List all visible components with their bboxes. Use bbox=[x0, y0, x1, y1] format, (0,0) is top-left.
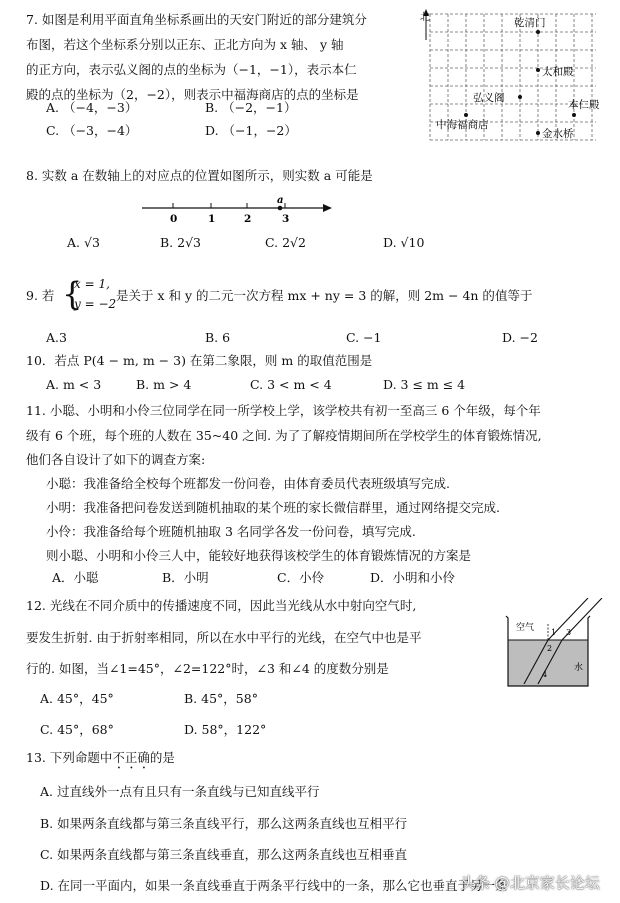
q10-option-b: B. m > 4 bbox=[136, 377, 192, 392]
q11-line-3: 他们各自设计了如下的调查方案: bbox=[26, 452, 206, 467]
angle-3-label: 3 bbox=[566, 628, 572, 637]
q8-option-a: A. √3 bbox=[67, 235, 100, 250]
q12-line-2: 要发生折射. 由于折射率相同，所以在水中平行的光线，在空气中也是平 bbox=[26, 630, 422, 645]
q13-title bbox=[26, 748, 175, 772]
q11-option-b: B．小明 bbox=[162, 570, 209, 585]
q11-option-c: C．小伶 bbox=[277, 570, 325, 585]
q13-option-a: A. 过直线外一点有且只有一条直线与已知直线平行 bbox=[40, 784, 320, 799]
q9-option-b: B. 6 bbox=[205, 330, 231, 345]
q9-option-c: C. −1 bbox=[346, 330, 382, 345]
q12-refraction-figure bbox=[502, 598, 614, 690]
angle-4-label: 4 bbox=[542, 670, 548, 679]
map-label-benrendian: 本仁殿 bbox=[568, 99, 600, 111]
q8-option-d: D. √10 bbox=[383, 235, 425, 250]
q7-option-d: D. （−1，−2） bbox=[205, 123, 297, 138]
q7-option-b: B. （−2，−1） bbox=[205, 100, 297, 115]
point-a-label: a bbox=[277, 196, 284, 206]
q11-plan-xiaocong: 小聪：我准备给全校每个班都发一份问卷，由体育委员代表班级填写完成. bbox=[46, 476, 450, 491]
q7-line-1: 7. 如图是利用平面直角坐标系画出的天安门附近的部分建筑分 bbox=[26, 12, 367, 27]
map-north-label: 北 bbox=[420, 12, 430, 23]
q7-map-figure bbox=[418, 4, 618, 150]
q13-title-start: 13. 下列命题中 bbox=[26, 750, 113, 765]
q11-line-2: 级有 6 个班，每个班的人数在 35~40 之间. 为了了解疫情期间所在学校学生的体育锻炼情况, bbox=[26, 428, 542, 443]
q11-line-1: 11. 小聪、小明和小伶三位同学在同一所学校上学，该学校共有初一至高三 6 个年级，每个年 bbox=[26, 403, 541, 418]
q13-option-b: B. 如果两条直线都与第三条直线平行，那么这两条直线也互相平行 bbox=[40, 816, 408, 831]
map-label-jinshuiqiao: 金水桥 bbox=[542, 128, 574, 140]
q11-option-a: A．小聪 bbox=[52, 570, 99, 585]
q9-brace: { bbox=[62, 275, 83, 313]
q13-option-d: D. 在同一平面内，如果一条直线垂直于两条平行线中的一条，那么它也垂直于另一条 bbox=[40, 878, 508, 893]
q9-option-d: D. −2 bbox=[502, 330, 538, 345]
q9-suffix: 是关于 x 和 y 的二元一次方程 mx + ny = 3 的解，则 2m − 4n 的值等于 bbox=[116, 288, 533, 303]
q10-question-text: 10．若点 P(4 − m, m − 3) 在第二象限，则 m 的取值范围是 bbox=[26, 353, 373, 368]
q10-option-c: C. 3 < m < 4 bbox=[250, 377, 332, 392]
axis-tick-1: 1 bbox=[208, 213, 216, 225]
q11-plan-xiaoling: 小伶：我准备给每个班随机抽取 3 名同学各发一份问卷，填写完成. bbox=[46, 524, 416, 539]
watermark: 头条 @北京家长论坛 bbox=[460, 874, 600, 892]
q12-line-3: 行的. 如图，当∠1=45°，∠2=122°时，∠3 和∠4 的度数分别是 bbox=[26, 661, 389, 676]
axis-tick-2: 2 bbox=[244, 213, 252, 225]
q8-question-text: 8. 实数 a 在数轴上的对应点的位置如图所示，则实数 a 可能是 bbox=[26, 168, 373, 183]
q12-option-c: C. 45°，68° bbox=[40, 722, 114, 737]
map-label-zhonghaifu: 中海福商店 bbox=[436, 119, 489, 131]
axis-tick-3: 3 bbox=[282, 213, 290, 225]
q11-option-d: D．小明和小伶 bbox=[370, 570, 456, 585]
q7-line-4: 殿的点的坐标为（2，−2），则表示中福海商店的点的坐标是 bbox=[26, 87, 359, 102]
air-label: 空气 bbox=[516, 623, 535, 633]
q8-option-c: C. 2√2 bbox=[265, 235, 306, 250]
q13-title-end: 的是 bbox=[149, 750, 175, 765]
map-label-taihedian: 太和殿 bbox=[542, 66, 574, 78]
q12-option-a: A. 45°，45° bbox=[40, 691, 114, 706]
q12-option-d: D. 58°，122° bbox=[184, 722, 267, 737]
q12-option-b: B. 45°，58° bbox=[184, 691, 258, 706]
q9-eq2: y = −2 bbox=[74, 297, 117, 311]
q9-prefix: 9. 若 bbox=[26, 288, 55, 303]
q7-line-2: 布图，若这个坐标系分别以正东、正北方向为 x 轴、 y 轴 bbox=[26, 37, 344, 52]
q7-option-c: C. （−3，−4） bbox=[46, 123, 138, 138]
q8-option-b: B. 2√3 bbox=[160, 235, 202, 250]
q11-plan-xiaoming: 小明：我准备把问卷发送到随机抽取的某个班的家长微信群里，通过网络提交完成. bbox=[46, 500, 500, 515]
axis-tick-0: 0 bbox=[170, 213, 178, 225]
map-label-hongyige: 弘义阁 bbox=[473, 92, 505, 104]
q9-option-a: A.3 bbox=[46, 330, 67, 345]
q8-number-line bbox=[138, 196, 338, 226]
q13-title-emphasis: 不正确 bbox=[112, 750, 150, 765]
q12-line-1: 12. 光线在不同介质中的传播速度不同，因此当光线从水中射向空气时, bbox=[26, 598, 417, 613]
q10-option-d: D. 3 ≤ m ≤ 4 bbox=[383, 377, 466, 392]
q13-option-c: C. 如果两条直线都与第三条直线垂直，那么这两条直线也互相垂直 bbox=[40, 847, 408, 862]
water-label: 水 bbox=[574, 663, 584, 673]
q11-question: 则小聪、小明和小伶三人中，能较好地获得该校学生的体育锻炼情况的方案是 bbox=[46, 548, 472, 563]
angle-1-label: 1 bbox=[551, 628, 557, 637]
q9-eq1: x = 1, bbox=[74, 277, 110, 291]
q10-option-a: A. m < 3 bbox=[46, 377, 102, 392]
q7-line-3: 的正方向，表示弘义阁的点的坐标为（−1，−1），表示本仁 bbox=[26, 62, 357, 77]
map-label-qianqingmen: 乾清门 bbox=[514, 17, 546, 29]
angle-2-label: 2 bbox=[547, 644, 553, 653]
q7-option-a: A. （−4，−3） bbox=[46, 100, 138, 115]
